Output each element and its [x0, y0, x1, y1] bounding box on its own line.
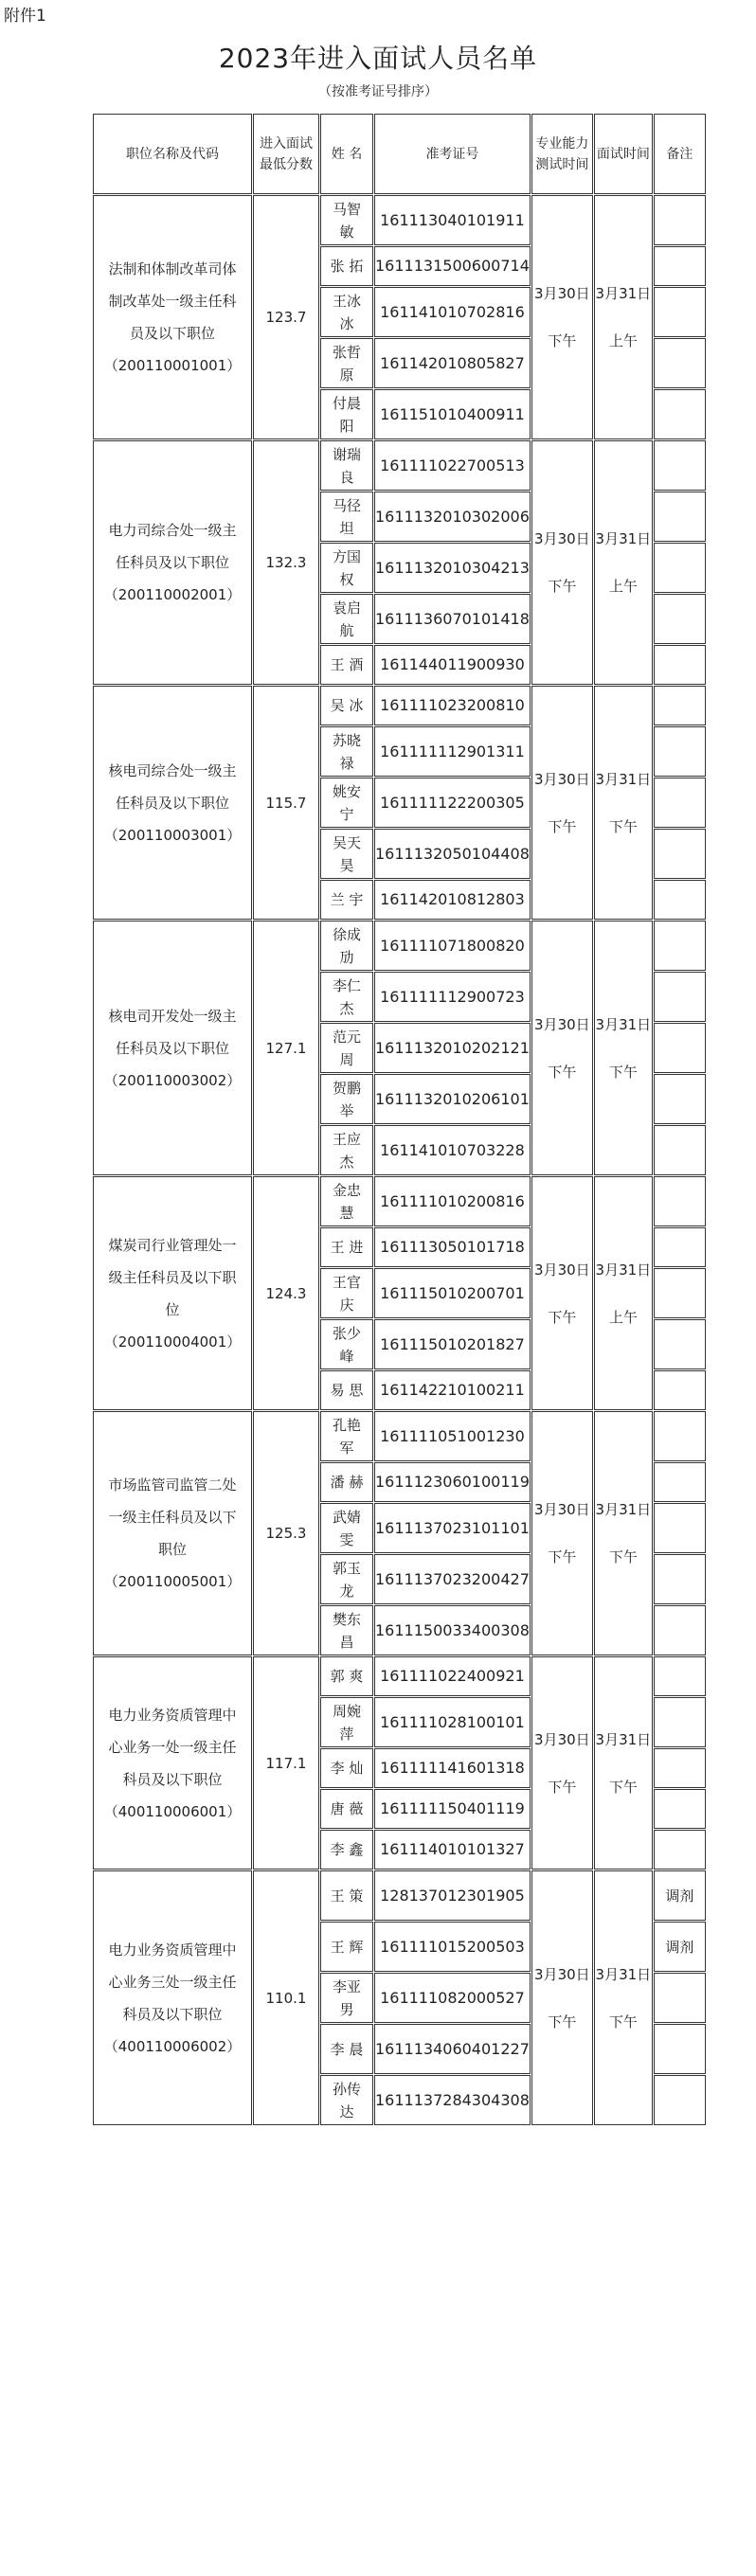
- remark-cell: [654, 1605, 706, 1655]
- remark-cell: [654, 1074, 706, 1124]
- candidate-name: 孔艳军: [320, 1411, 373, 1461]
- candidate-table: [92, 113, 707, 2126]
- interview-time: [594, 440, 653, 685]
- candidate-name: 郭 爽: [320, 1656, 373, 1696]
- position-name: 煤炭司行业管理处一级主任科员及以下职位: [108, 1236, 237, 1318]
- interview-time: [594, 1656, 653, 1869]
- remark-cell: [654, 492, 706, 542]
- candidate-name: 王应杰: [320, 1125, 373, 1175]
- exam-id: 1611137284304308: [374, 2075, 531, 2125]
- candidate-name: 王 辉: [320, 1922, 373, 1972]
- exam-id: 128137012301905: [374, 1870, 531, 1921]
- interview-date: 3月31日: [595, 1261, 652, 1279]
- remark-cell: [654, 338, 706, 388]
- exam-id: 1611132010304213: [374, 543, 531, 593]
- ability-test-time: [531, 440, 593, 685]
- candidate-name: 樊东昌: [320, 1605, 373, 1655]
- candidate-name: 金忠慧: [320, 1176, 373, 1226]
- candidate-name: 兰 宇: [320, 880, 373, 920]
- remark-cell: [654, 726, 706, 777]
- candidate-name: 李亚男: [320, 1973, 373, 2023]
- interview-half-day: 下午: [608, 2012, 638, 2030]
- remark-cell: [654, 1125, 706, 1175]
- candidate-name: 谢瑞良: [320, 440, 373, 491]
- interview-date: 3月31日: [595, 1965, 652, 1983]
- min-score-cell: 132.3: [253, 440, 319, 685]
- min-score-cell: 125.3: [253, 1411, 319, 1655]
- table-row: [93, 921, 706, 971]
- exam-id: 161141010703228: [374, 1125, 531, 1175]
- remark-cell: [654, 972, 706, 1022]
- remark-cell: [654, 686, 706, 725]
- interview-date: 3月31日: [595, 1015, 652, 1033]
- candidate-name: 徐成劢: [320, 921, 373, 971]
- remark-cell: [654, 1268, 706, 1318]
- position-cell: [93, 921, 252, 1175]
- candidate-name: 唐 薇: [320, 1789, 373, 1829]
- ability-date: 3月30日: [534, 1730, 590, 1748]
- candidate-name: 周婉萍: [320, 1697, 373, 1747]
- remark-cell: [654, 1973, 706, 2023]
- position-name: 电力司综合处一级主任科员及以下职位: [108, 522, 237, 571]
- ability-test-time: [531, 921, 593, 1175]
- ability-half-day: 下午: [548, 332, 577, 349]
- table-row: [93, 195, 706, 245]
- candidate-name: 张少峰: [320, 1319, 373, 1369]
- min-score-cell: 123.7: [253, 195, 319, 439]
- position-code: （400110006002）: [103, 2037, 242, 2055]
- remark-cell: [654, 1411, 706, 1461]
- candidate-name: 姚安宁: [320, 778, 373, 828]
- ability-test-time: [531, 1176, 593, 1410]
- header-exam-id: 准考证号: [374, 114, 531, 194]
- table-row: [93, 440, 706, 491]
- remark-cell: [654, 287, 706, 337]
- remark-cell: [654, 1789, 706, 1829]
- remark-cell: [654, 1023, 706, 1073]
- table-row: [93, 1870, 706, 1921]
- interview-time: [594, 921, 653, 1175]
- min-score-cell: 124.3: [253, 1176, 319, 1410]
- candidate-name: 马径坦: [320, 492, 373, 542]
- candidate-name: 付晨阳: [320, 389, 373, 439]
- exam-id: 161111051001230: [374, 1411, 531, 1461]
- candidate-name: 贺鹏举: [320, 1074, 373, 1124]
- exam-id: 161111015200503: [374, 1922, 531, 1972]
- interview-date: 3月31日: [595, 530, 652, 547]
- position-cell: [93, 1176, 252, 1410]
- candidate-name: 方国权: [320, 543, 373, 593]
- attachment-label: 附件1: [4, 7, 46, 26]
- position-code: （200110004001）: [103, 1333, 242, 1351]
- table-row: [93, 686, 706, 725]
- table-row: [93, 1176, 706, 1226]
- position-code: （200110002001）: [103, 586, 242, 603]
- interview-date: 3月31日: [595, 285, 652, 302]
- candidate-name: 王 进: [320, 1227, 373, 1267]
- header-remark: 备注: [654, 114, 706, 194]
- exam-id: 161111122200305: [374, 778, 531, 828]
- ability-date: 3月30日: [534, 770, 590, 788]
- candidate-name: 李仁杰: [320, 972, 373, 1022]
- interview-half-day: 上午: [608, 578, 638, 595]
- ability-test-time: [531, 686, 593, 920]
- interview-half-day: 下午: [608, 1778, 638, 1796]
- ability-test-time: [531, 1656, 593, 1869]
- ability-date: 3月30日: [534, 1501, 590, 1518]
- position-code: （400110006001）: [103, 1802, 242, 1820]
- position-name: 法制和体制改革司体制改革处一级主任科员及以下职位: [108, 260, 237, 342]
- remark-cell: [654, 1554, 706, 1604]
- ability-half-day: 下午: [548, 1063, 577, 1081]
- exam-id: 161142010805827: [374, 338, 531, 388]
- position-name: 电力业务资质管理中心业务三处一级主任科员及以下职位: [108, 1941, 237, 2023]
- exam-id: 1611132010202121: [374, 1023, 531, 1073]
- remark-cell: [654, 1830, 706, 1869]
- exam-id: 1611150033400308: [374, 1605, 531, 1655]
- remark-cell: [654, 1748, 706, 1788]
- exam-id: 1611136070101418: [374, 594, 531, 644]
- exam-id: 161111022400921: [374, 1656, 531, 1696]
- candidate-name: 郭玉龙: [320, 1554, 373, 1604]
- page-title: 2023年进入面试人员名单: [218, 43, 538, 74]
- interview-time: [594, 195, 653, 439]
- ability-half-day: 下午: [548, 578, 577, 595]
- exam-id: 161142210100211: [374, 1370, 531, 1410]
- remark-cell: [654, 389, 706, 439]
- exam-id: 1611137023200427: [374, 1554, 531, 1604]
- remark-cell: [654, 1697, 706, 1747]
- position-name: 市场监管司监管二处一级主任科员及以下职位: [108, 1476, 237, 1558]
- exam-id: 161151010400911: [374, 389, 531, 439]
- remark-cell: [654, 1227, 706, 1267]
- candidate-name: 张 拓: [320, 246, 373, 286]
- position-cell: [93, 1870, 252, 2125]
- remark-cell: 调剂: [654, 1922, 706, 1972]
- position-cell: [93, 686, 252, 920]
- remark-cell: [654, 2075, 706, 2125]
- ability-half-day: 下午: [548, 2012, 577, 2030]
- interview-half-day: 上午: [608, 1308, 638, 1326]
- table-row: [93, 1411, 706, 1461]
- ability-half-day: 下午: [548, 1778, 577, 1796]
- remark-cell: [654, 921, 706, 971]
- remark-cell: [654, 1503, 706, 1553]
- candidate-name: 苏晓禄: [320, 726, 373, 777]
- interview-half-day: 上午: [608, 332, 638, 349]
- candidate-name: 袁启航: [320, 594, 373, 644]
- interview-date: 3月31日: [595, 770, 652, 788]
- candidate-name: 李 鑫: [320, 1830, 373, 1869]
- ability-date: 3月30日: [534, 1965, 590, 1983]
- interview-time: [594, 1176, 653, 1410]
- remark-cell: [654, 829, 706, 879]
- exam-id: 161111112900723: [374, 972, 531, 1022]
- ability-date: 3月30日: [534, 285, 590, 302]
- candidate-name: 吴 冰: [320, 686, 373, 725]
- candidate-name: 孙传达: [320, 2075, 373, 2125]
- position-code: （200110001001）: [103, 357, 242, 374]
- exam-id: 1611132050104408: [374, 829, 531, 879]
- header-name: 姓 名: [320, 114, 373, 194]
- position-name: 电力业务资质管理中心业务一处一级主任科员及以下职位: [108, 1706, 237, 1788]
- remark-cell: 调剂: [654, 1870, 706, 1921]
- min-score-cell: 115.7: [253, 686, 319, 920]
- ability-half-day: 下午: [548, 1548, 577, 1565]
- exam-id: 161113050101718: [374, 1227, 531, 1267]
- exam-id: 161115010200701: [374, 1268, 531, 1318]
- exam-id: 161111022700513: [374, 440, 531, 491]
- position-name: 核电司开发处一级主任科员及以下职位: [108, 1007, 237, 1057]
- remark-cell: [654, 1656, 706, 1696]
- exam-id: 161111141601318: [374, 1748, 531, 1788]
- exam-id: 1611131500600714: [374, 246, 531, 286]
- interview-time: [594, 1870, 653, 2125]
- header-ability-time: 专业能力测试时间: [531, 114, 593, 194]
- page-subtitle: （按准考证号排序）: [318, 84, 438, 99]
- remark-cell: [654, 440, 706, 491]
- candidate-table-wrap: [92, 113, 707, 2126]
- ability-date: 3月30日: [534, 1261, 590, 1279]
- ability-test-time: [531, 195, 593, 439]
- remark-cell: [654, 594, 706, 644]
- exam-id: 1611137023101101: [374, 1503, 531, 1553]
- exam-id: 161113040101911: [374, 195, 531, 245]
- candidate-name: 王官庆: [320, 1268, 373, 1318]
- candidate-name: 范元周: [320, 1023, 373, 1073]
- exam-id: 1611132010206101: [374, 1074, 531, 1124]
- remark-cell: [654, 543, 706, 593]
- remark-cell: [654, 195, 706, 245]
- remark-cell: [654, 246, 706, 286]
- exam-id: 161114010101327: [374, 1830, 531, 1869]
- position-cell: [93, 195, 252, 439]
- interview-half-day: 下午: [608, 1063, 638, 1081]
- exam-id: 1611123060100119: [374, 1462, 531, 1502]
- exam-id: 161115010201827: [374, 1319, 531, 1369]
- candidate-name: 马智敏: [320, 195, 373, 245]
- ability-half-day: 下午: [548, 817, 577, 835]
- position-code: （200110003002）: [103, 1071, 242, 1089]
- remark-cell: [654, 1370, 706, 1410]
- header-position: 职位名称及代码: [93, 114, 252, 194]
- interview-time: [594, 1411, 653, 1655]
- candidate-name: 吴天昊: [320, 829, 373, 879]
- exam-id: 161141010702816: [374, 287, 531, 337]
- interview-half-day: 下午: [608, 1548, 638, 1565]
- remark-cell: [654, 1176, 706, 1226]
- ability-date: 3月30日: [534, 1015, 590, 1033]
- candidate-name: 潘 赫: [320, 1462, 373, 1502]
- exam-id: 161111023200810: [374, 686, 531, 725]
- exam-id: 161111150401119: [374, 1789, 531, 1829]
- interview-date: 3月31日: [595, 1501, 652, 1518]
- remark-cell: [654, 1462, 706, 1502]
- ability-test-time: [531, 1870, 593, 2125]
- ability-date: 3月30日: [534, 530, 590, 547]
- exam-id: 161111082000527: [374, 1973, 531, 2023]
- ability-half-day: 下午: [548, 1308, 577, 1326]
- exam-id: 161144011900930: [374, 645, 531, 685]
- remark-cell: [654, 778, 706, 828]
- exam-id: 1611134060401227: [374, 2024, 531, 2074]
- candidate-name: 王 酒: [320, 645, 373, 685]
- candidate-name: 武婧雯: [320, 1503, 373, 1553]
- exam-id: 161142010812803: [374, 880, 531, 920]
- candidate-name: 王冰冰: [320, 287, 373, 337]
- candidate-name: 张哲原: [320, 338, 373, 388]
- candidate-name: 易 思: [320, 1370, 373, 1410]
- position-name: 核电司综合处一级主任科员及以下职位: [108, 761, 237, 812]
- min-score-cell: 117.1: [253, 1656, 319, 1869]
- position-cell: [93, 440, 252, 685]
- interview-time: [594, 686, 653, 920]
- remark-cell: [654, 2024, 706, 2074]
- remark-cell: [654, 880, 706, 920]
- exam-id: 161111028100101: [374, 1697, 531, 1747]
- exam-id: 161111071800820: [374, 921, 531, 971]
- ability-test-time: [531, 1411, 593, 1655]
- remark-cell: [654, 1319, 706, 1369]
- table-header-row: [93, 114, 706, 194]
- position-cell: [93, 1656, 252, 1869]
- candidate-name: 李 晨: [320, 2024, 373, 2074]
- header-interview-time: 面试时间: [594, 114, 653, 194]
- position-code: （200110003001）: [103, 826, 242, 844]
- exam-id: 161111010200816: [374, 1176, 531, 1226]
- interview-half-day: 下午: [608, 817, 638, 835]
- position-cell: [93, 1411, 252, 1655]
- position-code: （200110005001）: [103, 1573, 242, 1590]
- candidate-name: 李 灿: [320, 1748, 373, 1788]
- header-score: 进入面试最低分数: [253, 114, 319, 194]
- exam-id: 161111112901311: [374, 726, 531, 777]
- min-score-cell: 127.1: [253, 921, 319, 1175]
- remark-cell: [654, 645, 706, 685]
- candidate-name: 王 策: [320, 1870, 373, 1921]
- min-score-cell: 110.1: [253, 1870, 319, 2125]
- exam-id: 1611132010302006: [374, 492, 531, 542]
- interview-date: 3月31日: [595, 1730, 652, 1748]
- table-row: [93, 1656, 706, 1696]
